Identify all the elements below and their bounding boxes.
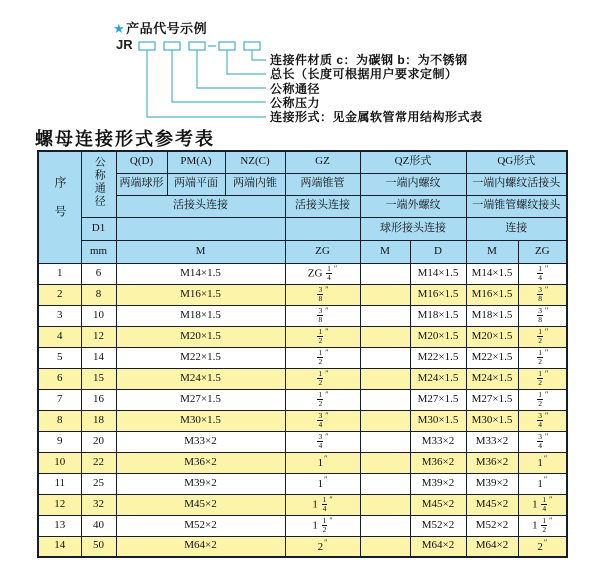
table-cell: [285, 431, 360, 452]
table-cell: [360, 473, 410, 494]
table-cell: 6: [81, 263, 116, 284]
table-cell: [285, 326, 360, 347]
table-cell: M16×1.5: [466, 284, 518, 305]
table-cell: M64×2: [466, 536, 518, 557]
table-cell: [360, 536, 410, 557]
table-cell: [285, 368, 360, 389]
connector-line: [252, 50, 266, 60]
table-cell: 2: [38, 284, 81, 305]
table-cell: 16: [81, 389, 116, 410]
table-cell: M27×1.5: [466, 389, 518, 410]
table-cell: 12: [38, 494, 81, 515]
inch-mark: ″: [544, 285, 549, 295]
table-cell: M20×1.5: [410, 326, 466, 347]
inch-mark: ″: [543, 475, 548, 485]
table-cell: 40: [81, 515, 116, 536]
header-cell: D: [410, 240, 466, 263]
connector-line: [147, 50, 266, 117]
table-row: [38, 494, 567, 515]
table-cell: [285, 410, 360, 431]
table-cell: [360, 452, 410, 473]
table-cell: M14×1.5: [116, 263, 285, 284]
inch-mark: ″: [325, 369, 329, 379]
header-cell: 一端内螺纹: [360, 173, 466, 195]
inch-mark: ″: [543, 454, 548, 464]
header-cell: NZ(C): [225, 151, 285, 173]
table-cell: 14: [38, 536, 81, 557]
table-cell: M24×1.5: [116, 368, 285, 389]
table-cell: [518, 431, 567, 452]
table-cell: 7: [38, 389, 81, 410]
fraction: $\frac{1}{2}$: [318, 368, 323, 387]
fraction: $\frac{1}{2}$: [318, 389, 323, 408]
table-cell: M52×2: [410, 515, 466, 536]
inch-mark: ″: [333, 264, 338, 274]
product-code-heading-text: 产品代号示例: [126, 21, 208, 36]
table-cell: 22: [81, 452, 116, 473]
table-cell: M27×1.5: [410, 389, 466, 410]
table-cell: 11: [38, 473, 81, 494]
table-cell: [360, 326, 410, 347]
table-cell: [360, 305, 410, 326]
table-title: 螺母连接形式参考表: [35, 129, 215, 150]
header-cell: ZG: [285, 240, 360, 263]
table-cell: 50: [81, 536, 116, 557]
table-row: [38, 515, 567, 536]
header-cell: GZ: [285, 151, 360, 173]
diagram-label: 连接形式：见金属软管常用结构形式表: [270, 110, 483, 125]
inch-mark: ″: [329, 516, 333, 526]
table-cell: M18×1.5: [410, 305, 466, 326]
header-cell: [116, 217, 285, 240]
inch-mark: ″: [543, 537, 548, 547]
table-cell: M39×2: [466, 473, 518, 494]
table-cell: 13: [38, 515, 81, 536]
connector-line: [172, 50, 266, 102]
nut-connection-table: [37, 150, 568, 558]
header-row: [38, 217, 567, 240]
table-cell: 12: [81, 326, 116, 347]
table-cell: 18: [81, 410, 116, 431]
table-cell: 10: [81, 305, 116, 326]
table-row: [38, 347, 567, 368]
inch-mark: ″: [325, 306, 329, 316]
inch-mark: ″: [544, 369, 549, 379]
table-row: [38, 305, 567, 326]
header-cell: ZG: [518, 240, 567, 263]
table-cell: M22×1.5: [466, 347, 518, 368]
table-cell: 1: [38, 263, 81, 284]
table-cell: [360, 410, 410, 431]
code-box: [244, 42, 260, 50]
table-cell: [360, 263, 410, 284]
table-cell: [360, 284, 410, 305]
table-cell: M18×1.5: [116, 305, 285, 326]
inch-mark: ″: [544, 306, 549, 316]
table-body: [38, 263, 567, 557]
header-cell: M: [116, 240, 285, 263]
header-cell: [81, 151, 116, 217]
fraction: $\frac{3}{4}$: [318, 431, 323, 450]
table-cell: M36×2: [410, 452, 466, 473]
table-row: [38, 452, 567, 473]
table-cell: 2″: [285, 536, 360, 557]
table-cell: 8: [81, 284, 116, 305]
fraction: $\frac{1}{2}$: [318, 326, 323, 345]
star-icon: ★: [113, 21, 126, 36]
inch-mark: ″: [544, 411, 549, 421]
fraction: $\frac{1}{2}$: [538, 326, 542, 345]
diagram-label: 总长（长度可根据用户要求定制）: [270, 67, 458, 82]
table-cell: M52×2: [116, 515, 285, 536]
table-cell: M64×2: [116, 536, 285, 557]
header-cell: D1: [81, 217, 116, 240]
header-row: [38, 173, 567, 195]
table-row: [38, 389, 567, 410]
header-cell: 球形接头连接: [360, 217, 466, 240]
header-cell: M: [360, 240, 410, 263]
fraction: $\frac{1}{4}$: [538, 263, 542, 282]
table-cell: 8: [38, 410, 81, 431]
code-box: [219, 42, 235, 50]
table-cell: M45×2: [116, 494, 285, 515]
product-code-heading: [113, 18, 207, 37]
table-cell: [518, 284, 567, 305]
header-cell: M: [466, 240, 518, 263]
header-cell: Q(D): [116, 151, 167, 173]
table-cell: 1″: [285, 473, 360, 494]
table-cell: 1 $\frac{1}{4}$ ″: [518, 494, 567, 515]
table-cell: 1″: [518, 473, 567, 494]
table-cell: [285, 284, 360, 305]
table-cell: 15: [81, 368, 116, 389]
table-cell: M39×2: [410, 473, 466, 494]
table-cell: 14: [81, 347, 116, 368]
fraction: $\frac{1}{2}$: [538, 368, 542, 387]
table-cell: 32: [81, 494, 116, 515]
table-cell: M16×1.5: [116, 284, 285, 305]
table-cell: M20×1.5: [116, 326, 285, 347]
table-cell: 1 $\frac{1}{4}$ ″: [285, 494, 360, 515]
header-cell: 活接头连接: [285, 195, 360, 217]
header-cell: QG形式: [466, 151, 567, 173]
table-cell: [360, 494, 410, 515]
table-cell: M33×2: [116, 431, 285, 452]
table-cell: M52×2: [466, 515, 518, 536]
header-cell: 一端内螺纹活接头: [466, 173, 567, 195]
table-row: [38, 284, 567, 305]
inch-mark: ″: [329, 495, 333, 505]
table-cell: M45×2: [410, 494, 466, 515]
table-cell: [360, 515, 410, 536]
fraction: $\frac{1}{2}$: [542, 515, 547, 534]
table-cell: [285, 389, 360, 410]
inch-mark: ″: [324, 537, 328, 547]
table-cell: M14×1.5: [466, 263, 518, 284]
table-cell: [360, 347, 410, 368]
header-row: [38, 151, 567, 173]
header-row: [38, 240, 567, 263]
table-cell: M24×1.5: [410, 368, 466, 389]
table-cell: 2″: [518, 536, 567, 557]
table-cell: [360, 368, 410, 389]
table-cell: 1″: [285, 452, 360, 473]
inch-mark: ″: [544, 348, 549, 358]
table-cell: M39×2: [116, 473, 285, 494]
header-cell: 活接头连接: [116, 195, 285, 217]
header-cell: [38, 151, 81, 263]
header-cell: 两端内锥: [225, 173, 285, 195]
table-cell: M36×2: [116, 452, 285, 473]
fraction: $\frac{3}{8}$: [538, 305, 542, 324]
header-cell: 两端平面: [167, 173, 225, 195]
table-cell: [518, 305, 567, 326]
table-cell: M30×1.5: [410, 410, 466, 431]
fraction: $\frac{3}{8}$: [318, 305, 323, 324]
table-row: [38, 263, 567, 284]
inch-mark: ″: [544, 327, 549, 337]
header-cell: PM(A): [167, 151, 225, 173]
header-cell: 两端锥管: [285, 173, 360, 195]
product-code-prefix: JR: [116, 37, 133, 52]
table-row: [38, 536, 567, 557]
inch-mark: ″: [325, 432, 329, 442]
table-cell: M14×1.5: [410, 263, 466, 284]
table-row: [38, 368, 567, 389]
table-cell: M27×1.5: [116, 389, 285, 410]
table-row: [38, 431, 567, 452]
table-cell: [518, 347, 567, 368]
inch-mark: ″: [549, 495, 553, 505]
inch-mark: ″: [324, 454, 328, 464]
fraction: $\frac{1}{4}$: [322, 494, 327, 513]
table-cell: [518, 389, 567, 410]
inch-mark: ″: [325, 390, 329, 400]
table-cell: M33×2: [410, 431, 466, 452]
vertical-header-text: 公称通径: [93, 156, 106, 209]
inch-mark: ″: [325, 411, 329, 421]
inch-mark: ″: [544, 390, 549, 400]
inch-mark: ″: [544, 264, 549, 274]
table-cell: 25: [81, 473, 116, 494]
table-cell: [360, 431, 410, 452]
table-cell: M64×2: [410, 536, 466, 557]
inch-mark: ″: [544, 432, 549, 442]
table-cell: M24×1.5: [466, 368, 518, 389]
table-cell: 1 $\frac{1}{2}$ ″: [518, 515, 567, 536]
table-cell: M20×1.5: [466, 326, 518, 347]
table-cell: 5: [38, 347, 81, 368]
code-box: [139, 42, 155, 50]
table-cell: M33×2: [466, 431, 518, 452]
code-box: [164, 42, 180, 50]
table-cell: 1 $\frac{1}{2}$ ″: [285, 515, 360, 536]
diagram-label: 公称压力: [270, 95, 321, 110]
code-box: [189, 42, 205, 50]
table-cell: 3: [38, 305, 81, 326]
fraction: $\frac{1}{2}$: [322, 515, 327, 534]
header-cell: 一端锥管螺纹接头: [466, 195, 567, 217]
table-cell: M22×1.5: [116, 347, 285, 368]
fraction: $\frac{1}{4}$: [327, 263, 331, 282]
fraction: $\frac{1}{2}$: [538, 347, 542, 366]
table-cell: M18×1.5: [466, 305, 518, 326]
header-cell: mm: [81, 240, 116, 263]
header-cell: 一端外螺纹: [360, 195, 466, 217]
fraction: $\frac{3}{8}$: [538, 284, 542, 303]
table-cell: M30×1.5: [466, 410, 518, 431]
table-cell: [518, 263, 567, 284]
table-cell: [518, 326, 567, 347]
inch-mark: ″: [324, 475, 328, 485]
table-cell: M45×2: [466, 494, 518, 515]
table-row: [38, 326, 567, 347]
table-cell: [518, 368, 567, 389]
connector-line: [227, 50, 266, 74]
table-cell: [285, 305, 360, 326]
table-cell: M30×1.5: [116, 410, 285, 431]
fraction: $\frac{3}{8}$: [318, 284, 323, 303]
table-row: [38, 473, 567, 494]
table-cell: M36×2: [466, 452, 518, 473]
header-cell: 连接: [466, 217, 567, 240]
table-cell: 20: [81, 431, 116, 452]
inch-mark: ″: [325, 348, 329, 358]
table-cell: 9: [38, 431, 81, 452]
connector-line: [197, 50, 266, 88]
vertical-header-text: 序号: [53, 176, 68, 235]
table-cell: [360, 389, 410, 410]
header-row: [38, 195, 567, 217]
header-cell: QZ形式: [360, 151, 466, 173]
table-head: [38, 151, 567, 263]
inch-mark: ″: [549, 516, 553, 526]
fraction: $\frac{1}{2}$: [318, 347, 323, 366]
table-cell: 1″: [518, 452, 567, 473]
fraction: $\frac{1}{2}$: [538, 389, 542, 408]
diagram-labels: [270, 53, 483, 124]
table-cell: M22×1.5: [410, 347, 466, 368]
table-cell: [285, 347, 360, 368]
fraction: $\frac{3}{4}$: [538, 410, 542, 429]
inch-mark: ″: [325, 285, 329, 295]
table-cell: 10: [38, 452, 81, 473]
table-cell: 6: [38, 368, 81, 389]
diagram-label: 公称通径: [270, 81, 321, 96]
inch-mark: ″: [325, 327, 329, 337]
fraction: $\frac{1}{4}$: [542, 494, 547, 513]
table-cell: [518, 410, 567, 431]
table-cell: 4: [38, 326, 81, 347]
table-cell: M16×1.5: [410, 284, 466, 305]
diagram-label: 连接件材质 c：为碳钢 b：为不锈钢: [270, 53, 468, 67]
fraction: $\frac{3}{4}$: [318, 410, 323, 429]
table-cell: ZG $\frac{1}{4}$ ″: [285, 263, 360, 284]
header-cell: [285, 217, 360, 240]
header-cell: 两端球形: [116, 173, 167, 195]
table-row: [38, 410, 567, 431]
fraction: $\frac{3}{4}$: [538, 431, 542, 450]
